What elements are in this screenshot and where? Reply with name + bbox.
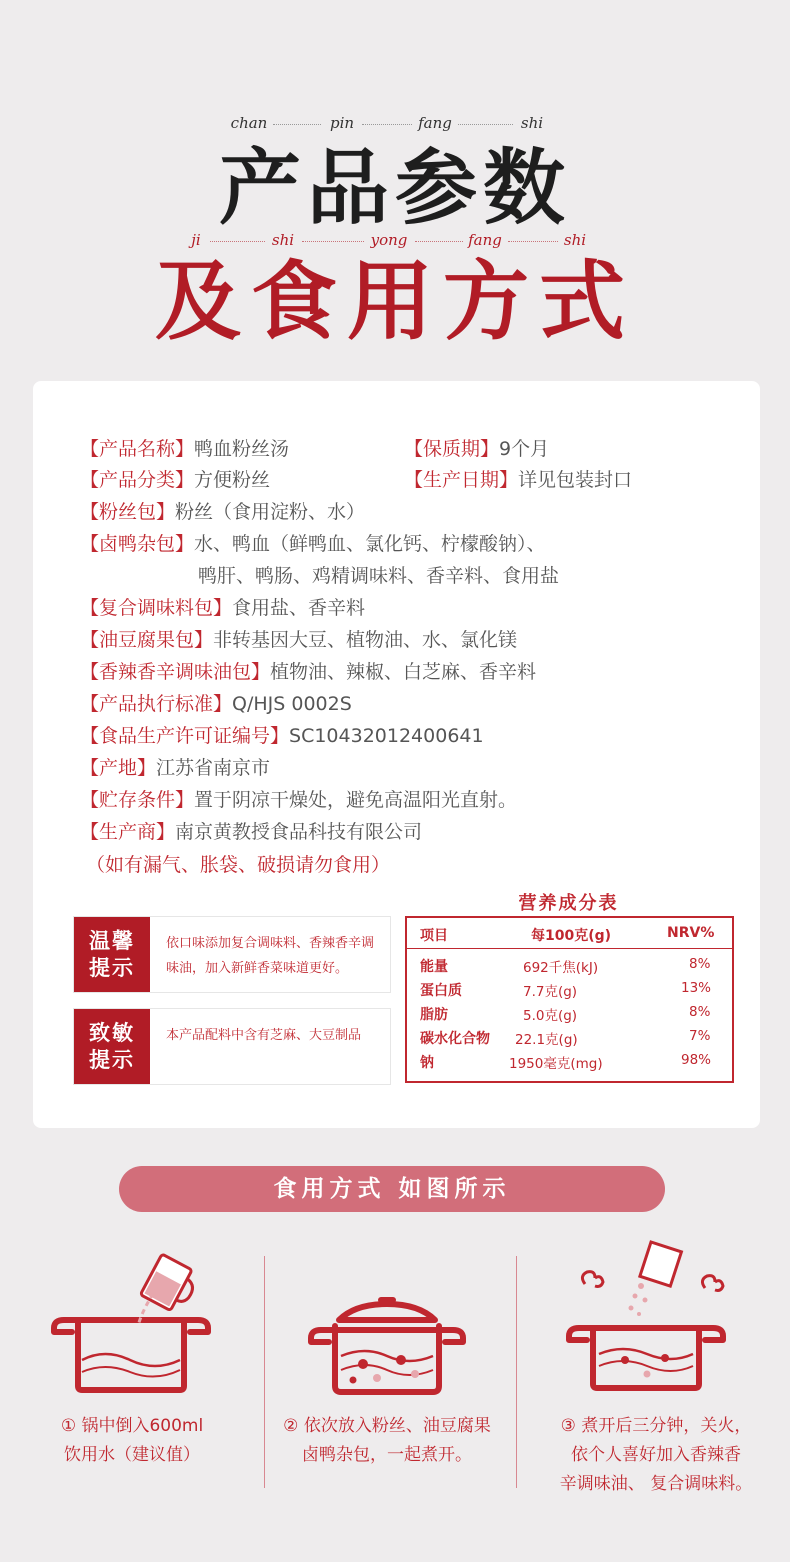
nutrition-nrv: 8%: [689, 1004, 711, 1020]
nutrition-item: 碳水化合物: [420, 1031, 490, 1047]
nutrition-header-cell: 项目: [420, 928, 448, 944]
info-value: 详见包装封口: [518, 469, 633, 491]
step-divider: [516, 1256, 517, 1488]
pinyin-dots: [273, 124, 321, 125]
pinyin-dots: [508, 241, 558, 242]
pinyin-dots: [210, 241, 265, 242]
tip-text: 本产品配料中含有芝麻、大豆制品: [166, 1028, 362, 1043]
nutrition-item: 蛋白质: [420, 983, 462, 999]
info-value: 非转基因大豆、植物油、水、氯化镁: [213, 629, 518, 651]
info-value: 水、鸭血（鲜鸭血、氯化钙、柠檬酸钠）、: [194, 533, 546, 555]
info-duck-pack: [80, 532, 546, 556]
info-value: Q/HJS 0002S: [232, 693, 352, 715]
info-label: 【产地】: [80, 757, 157, 779]
nutrition-amount: 7.7克(g): [523, 984, 578, 1000]
tip-box-warm: [73, 916, 391, 993]
tip-badge: [74, 917, 150, 992]
info-shelf-life: [404, 437, 549, 461]
tip-text: 依口味添加复合调味料、香辣香辛调味油，加入新鲜香菜味道更好。: [166, 936, 375, 976]
pot-add-seasoning-icon: [565, 1238, 735, 1398]
step-divider: [264, 1256, 265, 1488]
step-line: 依个人喜好加入香辣香: [571, 1445, 741, 1465]
pinyin-syllable: fang: [418, 114, 452, 132]
nutrition-nrv: 13%: [681, 980, 712, 996]
step-line: ③ 煮开后三分钟，关火，: [560, 1416, 752, 1436]
page-title-secondary: 及食用方式: [155, 251, 635, 352]
info-value: 粉丝（食用淀粉、水）: [175, 501, 366, 523]
page-title-primary: 产品参数: [218, 140, 571, 236]
info-label: 【产品名称】: [80, 438, 195, 460]
info-label: 【香辣香辛调味油包】: [80, 661, 271, 683]
info-manufacturer: [80, 820, 422, 844]
nutrition-title: 营养成分表: [518, 893, 619, 914]
info-license: [80, 724, 484, 748]
info-value: 鸭血粉丝汤: [194, 438, 290, 460]
tip-badge-line: 提示: [89, 955, 135, 980]
info-category: [80, 468, 270, 492]
info-value: 方便粉丝: [194, 469, 271, 491]
package-warning: （如有漏气、胀袋、破损请勿食用）: [86, 854, 391, 876]
pinyin-syllable: yong: [370, 231, 408, 249]
pinyin-syllable: shi: [271, 231, 295, 249]
nutrition-amount: 692千焦(kJ): [523, 960, 599, 976]
usage-step-3: [538, 1412, 774, 1499]
info-origin: [80, 756, 270, 780]
nutrition-item: 钠: [420, 1055, 434, 1071]
info-label: 【油豆腐果包】: [80, 629, 214, 651]
tip-badge-line: 致敏: [89, 1020, 135, 1045]
info-value: 江苏省南京市: [156, 757, 271, 779]
info-value: 南京黄教授食品科技有限公司: [175, 821, 423, 843]
info-standard: [80, 692, 352, 716]
nutrition-amount: 22.1克(g): [515, 1032, 578, 1048]
info-value: 9个月: [499, 438, 550, 460]
step-line: 辛调味油、 复合调味料。: [559, 1474, 753, 1494]
pinyin-syllable: chan: [230, 114, 268, 132]
info-value: SC10432012400641: [289, 725, 484, 747]
nutrition-item: 能量: [420, 959, 448, 975]
info-label: 【粉丝包】: [80, 501, 176, 523]
nutrition-header-row: [407, 918, 732, 949]
step-line: 饮用水（建议值）: [64, 1445, 200, 1465]
info-label: 【保质期】: [404, 438, 500, 460]
info-label: 【生产商】: [80, 821, 176, 843]
tip-box-allergy: [73, 1008, 391, 1085]
tip-badge: [74, 1009, 150, 1084]
tip-badge-line: 提示: [89, 1047, 135, 1072]
info-oil-pack: [80, 660, 536, 684]
pinyin-syllable: fang: [468, 231, 502, 249]
info-label: 【产品执行标准】: [80, 693, 233, 715]
nutrition-header-cell: NRV%: [667, 925, 715, 941]
info-value: 食用盐、香辛料: [232, 597, 366, 619]
pinyin-dots: [302, 241, 364, 242]
step-line: 卤鸭杂包，一起煮开。: [302, 1445, 472, 1465]
info-label: 【食品生产许可证编号】: [80, 725, 290, 747]
pinyin-syllable: pin: [329, 114, 355, 132]
usage-step-2: [272, 1412, 502, 1470]
info-duck-pack-cont: [198, 564, 559, 588]
info-tofu-pack: [80, 628, 517, 652]
pinyin-dots: [415, 241, 463, 242]
info-value: 鸭肝、鸭肠、鸡精调味料、香辛料、食用盐: [198, 565, 560, 587]
pot-pour-water-icon: [50, 1240, 220, 1400]
nutrition-nrv: 7%: [689, 1028, 711, 1044]
pinyin-dots: [458, 124, 513, 125]
usage-step-1: [42, 1412, 222, 1470]
nutrition-amount: 1950毫克(mg): [509, 1056, 603, 1072]
pinyin-syllable: shi: [520, 114, 544, 132]
pot-boiling-ingredients-icon: [305, 1290, 475, 1400]
nutrition-nrv: 98%: [681, 1052, 712, 1068]
info-storage: [80, 788, 517, 812]
step-line: ② 依次放入粉丝、油豆腐果: [283, 1416, 491, 1436]
info-label: 【复合调味料包】: [80, 597, 233, 619]
info-production-date: [404, 468, 632, 492]
usage-title-pill: 食用方式 如图所示: [119, 1166, 665, 1212]
info-label: 【产品分类】: [80, 469, 195, 491]
info-label: 【贮存条件】: [80, 789, 195, 811]
info-noodle-pack: [80, 500, 365, 524]
pinyin-syllable: shi: [563, 231, 587, 249]
nutrition-header-cell: 每100克(g): [531, 928, 612, 944]
pinyin-dots: [362, 124, 412, 125]
info-label: 【生产日期】: [404, 469, 519, 491]
info-label: 【卤鸭杂包】: [80, 533, 195, 555]
pinyin-row-1: [0, 114, 790, 134]
nutrition-nrv: 8%: [689, 956, 711, 972]
info-value: 植物油、辣椒、白芝麻、香辛料: [270, 661, 537, 683]
nutrition-amount: 5.0克(g): [523, 1008, 578, 1024]
nutrition-item: 脂肪: [420, 1007, 448, 1023]
info-seasoning-pack: [80, 596, 365, 620]
nutrition-table: [405, 916, 734, 1083]
pinyin-row-2: [0, 231, 790, 251]
pinyin-syllable: ji: [191, 231, 201, 249]
step-line: ① 锅中倒入600ml: [60, 1416, 204, 1436]
info-value: 置于阴凉干燥处，避免高温阳光直射。: [194, 789, 518, 811]
tip-badge-line: 温馨: [89, 928, 135, 953]
info-product-name: [80, 437, 289, 461]
